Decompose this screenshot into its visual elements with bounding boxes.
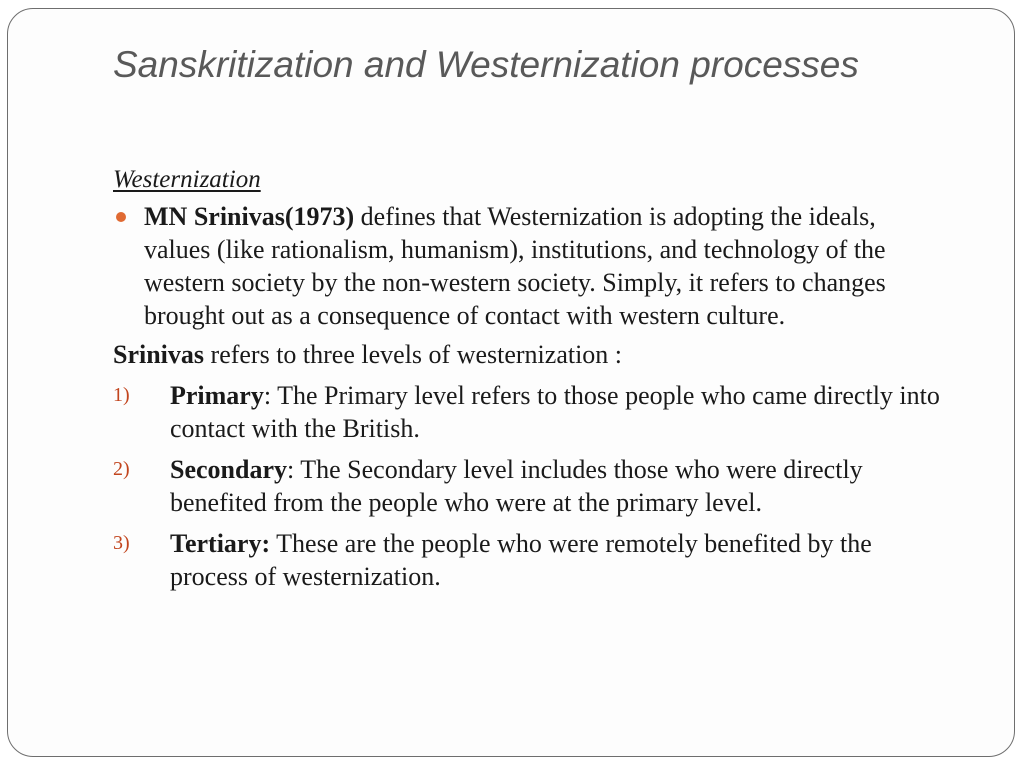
level-text: : The Secondary level includes those who were directly benefited from the people who were at the primary level. [170, 455, 863, 517]
bullet-bold-text: MN Srinivas(1973) [144, 202, 355, 231]
level-number: 3) [113, 532, 130, 554]
section-heading: Westernization [113, 166, 261, 193]
bullet-dot-icon [116, 212, 126, 222]
slide-title: Sanskritization and Westernization processes [113, 44, 859, 85]
bullet-text: defines that Westernization is adopting the ideals, values (like rationalism, humanism), institutions, and technology of the western society by the non-western society. Simply, it refers to changes brought out as a consequence of contact with western culture. [144, 202, 886, 330]
level-text: : The Primary level refers to those people who came directly into contact with the British. [170, 381, 940, 443]
level-item-primary [113, 379, 943, 445]
bullet-paragraph [113, 200, 943, 332]
levels-intro-text: refers to three levels of westernization : [204, 340, 623, 369]
level-term: Primary [170, 381, 264, 410]
level-term: Secondary [170, 455, 287, 484]
level-term: Tertiary: [170, 529, 271, 558]
level-number: 1) [113, 384, 130, 406]
levels-intro [113, 338, 943, 371]
level-number: 2) [113, 458, 130, 480]
level-item-secondary [113, 453, 943, 519]
slide-body [113, 163, 943, 601]
level-text: These are the people who were remotely benefited by the process of westernization. [170, 529, 872, 591]
levels-intro-bold: Srinivas [113, 340, 205, 369]
level-item-tertiary [113, 527, 943, 593]
